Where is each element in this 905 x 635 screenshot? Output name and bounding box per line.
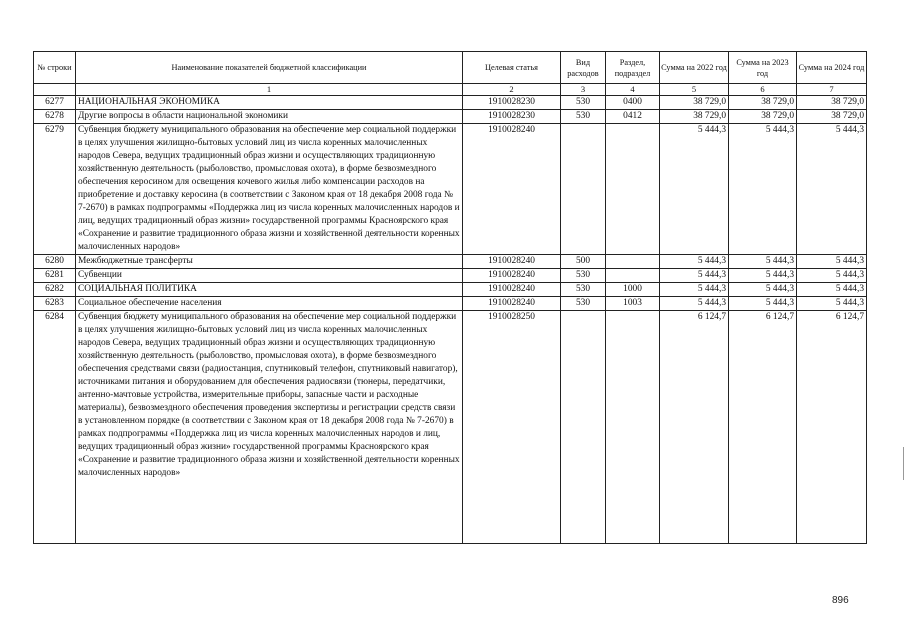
target-cell: 1910028240 [463,124,561,255]
column-number-cell-empty [34,84,76,96]
section-cell: 0400 [606,96,660,110]
row-number-cell: 6281 [34,269,76,283]
column-number-cell: 3 [561,84,606,96]
scan-edge-mark [903,447,904,480]
header-sum-2022: Сумма на 2022 год [660,52,729,84]
budget-table [33,51,867,544]
table-row [34,255,867,269]
target-cell: 1910028240 [463,283,561,297]
table-row [34,283,867,297]
sum-2023-cell: 38 729,0 [729,96,797,110]
table-row [34,297,867,311]
sum-2024-cell: 38 729,0 [797,110,867,124]
sum-2023-cell: 5 444,3 [729,297,797,311]
name-cell: НАЦИОНАЛЬНАЯ ЭКОНОМИКА [76,96,463,110]
expense-type-cell: 530 [561,269,606,283]
row-number-cell: 6280 [34,255,76,269]
section-cell: 1003 [606,297,660,311]
expense-type-cell [561,311,606,544]
table-row [34,96,867,110]
row-number-cell: 6277 [34,96,76,110]
sum-2024-cell: 5 444,3 [797,124,867,255]
expense-type-cell: 530 [561,297,606,311]
table-row [34,269,867,283]
sum-2024-cell: 5 444,3 [797,255,867,269]
sum-2023-cell: 6 124,7 [729,311,797,544]
row-number-cell: 6284 [34,311,76,544]
sum-2023-cell: 5 444,3 [729,283,797,297]
target-cell: 1910028230 [463,110,561,124]
expense-type-cell: 530 [561,110,606,124]
sum-2022-cell: 5 444,3 [660,269,729,283]
name-cell: Субвенции [76,269,463,283]
header-sum-2024: Сумма на 2024 год [797,52,867,84]
target-cell: 1910028240 [463,255,561,269]
column-number-cell: 7 [797,84,867,96]
page-number: 896 [832,595,849,606]
sum-2022-cell: 38 729,0 [660,110,729,124]
sum-2023-cell: 5 444,3 [729,124,797,255]
sum-2024-cell: 5 444,3 [797,269,867,283]
column-number-cell: 5 [660,84,729,96]
expense-type-cell: 530 [561,96,606,110]
name-cell: Другие вопросы в области национальной экономики [76,110,463,124]
sum-2022-cell: 6 124,7 [660,311,729,544]
expense-type-cell: 530 [561,283,606,297]
section-cell [606,269,660,283]
header-row [34,52,867,84]
column-number-row [34,84,867,96]
sum-2024-cell: 6 124,7 [797,311,867,544]
sum-2022-cell: 38 729,0 [660,96,729,110]
column-number-cell: 4 [606,84,660,96]
sum-2023-cell: 5 444,3 [729,255,797,269]
section-cell [606,255,660,269]
header-name: Наименование показателей бюджетной классификации [76,52,463,84]
column-number-cell: 6 [729,84,797,96]
row-number-cell: 6283 [34,297,76,311]
header-row-no: № строки [34,52,76,84]
row-number-cell: 6278 [34,110,76,124]
column-number-cell: 2 [463,84,561,96]
name-cell: Субвенция бюджету муниципального образования на обеспечение мер социальной поддержки в целях улучшения жилищно-бытовых условий лиц из числа коренных малочисленных народов Севера, ведущих традиционный образ жизни и осуществляющих традиционную хозяйственную деятельность (рыболовство, промысловая охота), в форме безвозмездного обеспечения средствами связи (радиостанция, спутниковый телефон, спутниковый навигатор), источниками питания и оборудованием для обеспечения радиосвязи (тюнеры, передатчики, антенно-мачтовые устройства, измерительные приборы, запасные части и расходные материалы), безвозмездного обеспечения проведения экспертизы и регистрации средств связи в установленном порядке (в соответствии с Законом края от 18 декабря 2008 года № 7-2670) в рамках подпрограммы «Поддержка лиц из числа коренных малочисленных народов и лиц, ведущих традиционный образ жизни» государственной программы Красноярского края «Сохранение и развитие традиционного образа жизни и хозяйственной деятельности коренных малочисленных народов» [76,311,463,544]
section-cell: 1000 [606,283,660,297]
table-row [34,124,867,255]
target-cell: 1910028240 [463,269,561,283]
name-cell: Межбюджетные трансферты [76,255,463,269]
section-cell [606,124,660,255]
name-cell: Социальное обеспечение населения [76,297,463,311]
expense-type-cell [561,124,606,255]
row-number-cell: 6282 [34,283,76,297]
table-row [34,110,867,124]
sum-2024-cell: 5 444,3 [797,283,867,297]
expense-type-cell: 500 [561,255,606,269]
target-cell: 1910028230 [463,96,561,110]
name-cell: Субвенция бюджету муниципального образования на обеспечение мер социальной поддержки в целях улучшения жилищно-бытовых условий лиц из числа коренных малочисленных народов Севера, ведущих традиционный образ жизни и осуществляющих традиционную хозяйственную деятельность (рыболовство, промысловая охота), в форме безвозмездного обеспечения керосином для освещения кочевого жилья либо компенсации расходов на приобретение и доставку керосина (в соответствии с Законом края от 18 декабря 2008 года № 7-2670) в рамках подпрограммы «Поддержка лиц из числа коренных малочисленных народов и лиц, ведущих традиционный образ жизни» государственной программы Красноярского края «Сохранение и развитие традиционного образа жизни и хозяйственной деятельности коренных малочисленных народов» [76,124,463,255]
column-number-cell: 1 [76,84,463,96]
header-expense-type: Вид расходов [561,52,606,84]
sum-2024-cell: 38 729,0 [797,96,867,110]
sum-2023-cell: 5 444,3 [729,269,797,283]
section-cell: 0412 [606,110,660,124]
sum-2022-cell: 5 444,3 [660,255,729,269]
sum-2022-cell: 5 444,3 [660,297,729,311]
table-row [34,311,867,544]
header-section: Раздел, подраздел [606,52,660,84]
header-target: Целевая статья [463,52,561,84]
sum-2024-cell: 5 444,3 [797,297,867,311]
sum-2022-cell: 5 444,3 [660,124,729,255]
target-cell: 1910028250 [463,311,561,544]
row-number-cell: 6279 [34,124,76,255]
header-sum-2023: Сумма на 2023 год [729,52,797,84]
sum-2022-cell: 5 444,3 [660,283,729,297]
section-cell [606,311,660,544]
name-cell: СОЦИАЛЬНАЯ ПОЛИТИКА [76,283,463,297]
sum-2023-cell: 38 729,0 [729,110,797,124]
target-cell: 1910028240 [463,297,561,311]
